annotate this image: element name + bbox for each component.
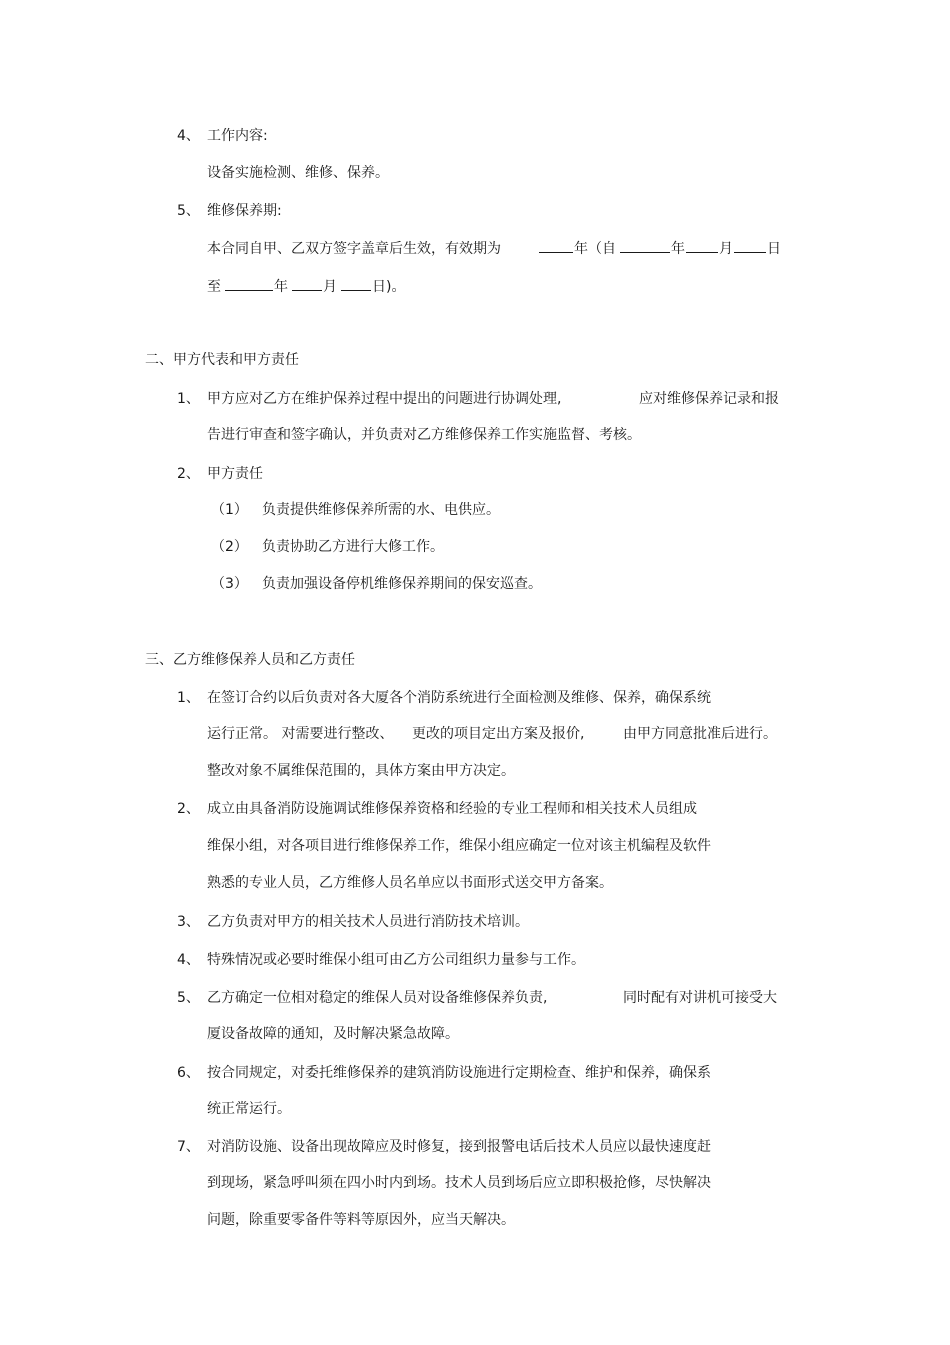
s2-sub3-number: （3） xyxy=(211,576,248,592)
end-day-blank xyxy=(341,276,371,291)
term-text: 本合同自甲、乙双方签字盖章后生效，有效期为 xyxy=(207,241,501,257)
s3-p3-line1: 乙方负责对甲方的相关技术人员进行消防技术培训。 xyxy=(207,914,529,930)
s3-p7-line2: 到现场，紧急呼叫须在四小时内到场。技术人员到场后应立即积极抢修，尽快解决 xyxy=(207,1175,711,1191)
end-day-label: 日)。 xyxy=(372,279,406,295)
start-day-label: 日 xyxy=(767,241,781,257)
s3-p6-number: 6、 xyxy=(177,1065,200,1081)
item5-title: 维修保养期: xyxy=(207,203,282,219)
start-month-blank xyxy=(686,238,718,253)
s3-p4-number: 4、 xyxy=(177,952,200,968)
s3-p4-line1: 特殊情况或必要时维保小组可由乙方公司组织力量参与工作。 xyxy=(207,952,585,968)
s3-p5-line1b: 同时配有对讲机可接受大 xyxy=(623,990,777,1006)
item5-number: 5、 xyxy=(177,203,200,219)
s3-p1-number: 1、 xyxy=(177,690,200,706)
item4-title: 工作内容: xyxy=(207,128,268,144)
to-label: 至 xyxy=(207,279,221,295)
start-month-label: 月 xyxy=(719,241,733,257)
s3-p5-number: 5、 xyxy=(177,990,200,1006)
s3-p1-line2a: 运行正常。 对需要进行整改、 xyxy=(207,726,394,742)
s2-p2-number: 2、 xyxy=(177,466,200,482)
s2-sub3-text: 负责加强设备停机维修保养期间的保安巡查。 xyxy=(262,576,542,592)
s2-p1-number: 1、 xyxy=(177,391,200,407)
year-from-label: 年（自 xyxy=(574,241,616,257)
s2-p2-title: 甲方责任 xyxy=(207,466,263,482)
item4-number: 4、 xyxy=(177,128,200,144)
end-month-label: 月 xyxy=(323,279,337,295)
s3-p1-line2c: 由甲方同意批准后进行。 xyxy=(623,726,777,742)
start-year-blank xyxy=(620,238,670,253)
term-line-2 xyxy=(207,276,405,296)
section2-heading: 二、甲方代表和甲方责任 xyxy=(145,352,299,368)
s2-p1-line1a: 甲方应对乙方在维护保养过程中提出的问题进行协调处理, xyxy=(207,391,562,407)
start-day-blank xyxy=(734,238,766,253)
term-line-1 xyxy=(207,238,781,258)
end-month-blank xyxy=(292,276,322,291)
end-year-label: 年 xyxy=(274,279,288,295)
s2-sub1-text: 负责提供维修保养所需的水、电供应。 xyxy=(262,502,500,518)
s3-p2-line2: 维保小组，对各项目进行维修保养工作，维保小组应确定一位对该主机编程及软件 xyxy=(207,838,711,854)
item4-body: 设备实施检测、维修、保养。 xyxy=(207,165,389,181)
section3-heading: 三、乙方维修保养人员和乙方责任 xyxy=(145,652,355,668)
s3-p1-line1: 在签订合约以后负责对各大厦各个消防系统进行全面检测及维修、保养，确保系统 xyxy=(207,690,711,706)
start-year-label: 年 xyxy=(671,241,685,257)
s3-p5-line1a: 乙方确定一位相对稳定的维保人员对设备维修保养负责, xyxy=(207,990,548,1006)
s3-p6-line1: 按合同规定，对委托维修保养的建筑消防设施进行定期检查、维护和保养，确保系 xyxy=(207,1065,711,1081)
years-blank xyxy=(539,238,573,253)
s2-p1-line1b: 应对维修保养记录和报 xyxy=(639,391,779,407)
s3-p7-line3: 问题，除重要零备件等料等原因外，应当天解决。 xyxy=(207,1212,515,1228)
s3-p7-number: 7、 xyxy=(177,1139,200,1155)
s3-p1-line3: 整改对象不属维保范围的，具体方案由甲方决定。 xyxy=(207,763,515,779)
s3-p3-number: 3、 xyxy=(177,914,200,930)
s3-p2-line3: 熟悉的专业人员，乙方维修人员名单应以书面形式送交甲方备案。 xyxy=(207,875,613,891)
end-year-blank xyxy=(225,276,273,291)
s2-p1-line2: 告进行审查和签字确认，并负责对乙方维修保养工作实施监督、考核。 xyxy=(207,427,641,443)
s3-p7-line1: 对消防设施、设备出现故障应及时修复，接到报警电话后技术人员应以最快速度赶 xyxy=(207,1139,711,1155)
s3-p2-line1: 成立由具备消防设施调试维修保养资格和经验的专业工程师和相关技术人员组成 xyxy=(207,801,697,817)
s3-p6-line2: 统正常运行。 xyxy=(207,1101,291,1117)
s2-sub2-number: （2） xyxy=(211,539,248,555)
s2-sub1-number: （1） xyxy=(211,502,248,518)
s3-p2-number: 2、 xyxy=(177,801,200,817)
s3-p5-line2: 厦设备故障的通知，及时解决紧急故障。 xyxy=(207,1026,459,1042)
s2-sub2-text: 负责协助乙方进行大修工作。 xyxy=(262,539,444,555)
s3-p1-line2b: 更改的项目定出方案及报价, xyxy=(412,726,585,742)
